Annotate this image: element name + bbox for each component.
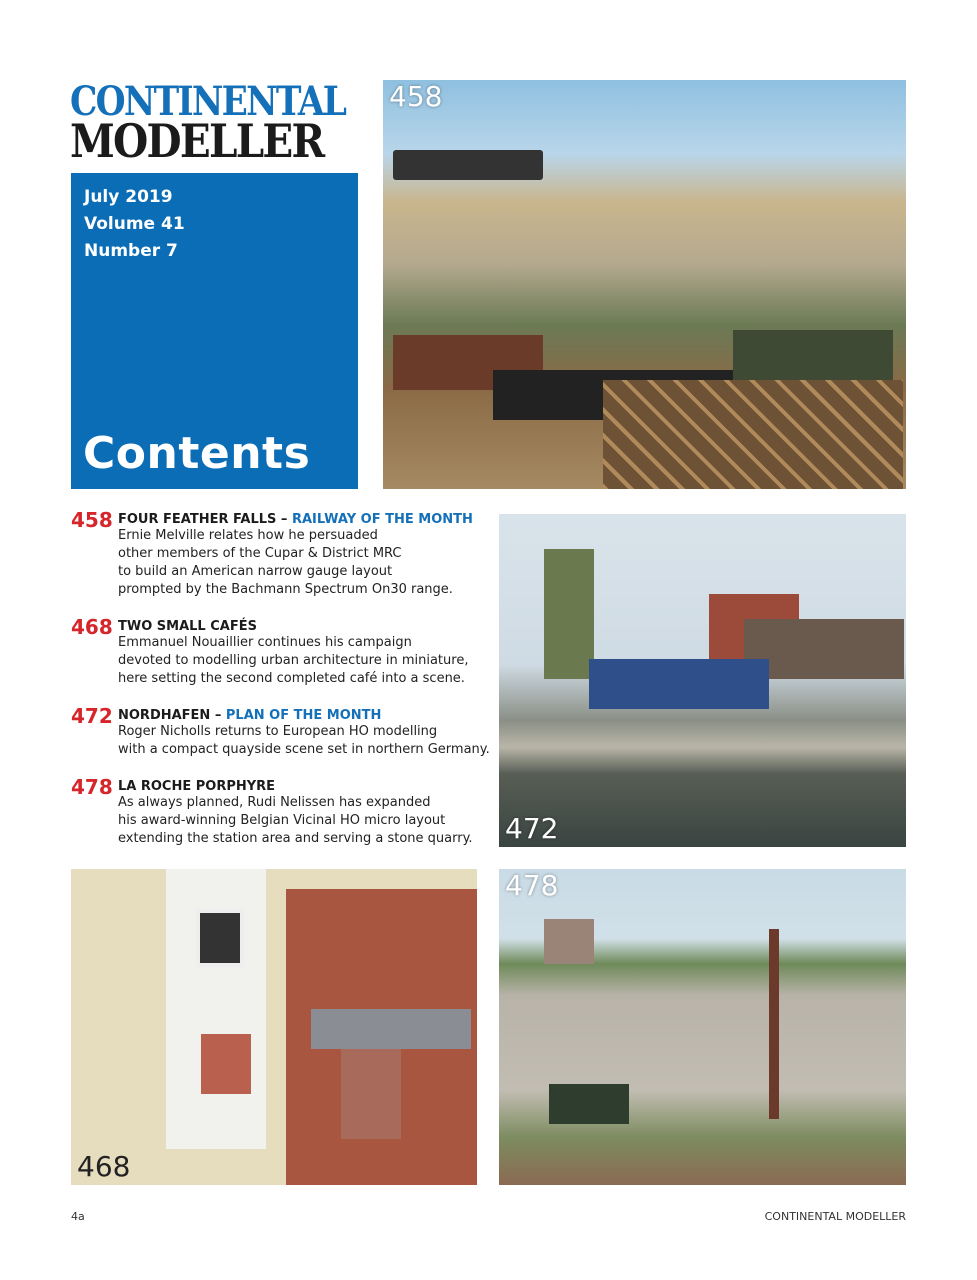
photo-page-label: 478 [505, 869, 559, 902]
issue-number: Number 7 [84, 241, 178, 261]
photo-478-quarry[interactable] [499, 869, 906, 1185]
contents-entry[interactable] [71, 615, 491, 688]
entry-page-number: 458 [71, 508, 113, 532]
entry-title: NORDHAFEN [118, 708, 211, 723]
entry-subtitle: RAILWAY OF THE MONTH [291, 512, 473, 527]
photo-458-railway-scene[interactable] [383, 80, 906, 489]
issue-volume: Volume 41 [84, 214, 185, 234]
logo-modeller: MODELLER [70, 114, 324, 168]
issue-panel [71, 173, 358, 489]
photo-468-cafe[interactable] [71, 869, 477, 1185]
entry-page-number: 478 [71, 775, 113, 799]
logo-continental: CONTINENTAL [70, 78, 346, 125]
entry-title: FOUR FEATHER FALLS [118, 512, 277, 527]
entry-title: LA ROCHE PORPHYRE [118, 779, 276, 794]
contents-title: Contents [83, 428, 311, 479]
entry-description: Ernie Melville relates how he persuaded other members of the Cupar & District MRC to build an American narrow gauge layout prompted by the Bachmann Spectrum On30 range. [118, 528, 453, 597]
photo-page-label: 468 [77, 1150, 131, 1183]
entry-description: Emmanuel Nouaillier continues his campaign devoted to modelling urban architecture in miniature, here setting the second completed café into a scene. [118, 635, 469, 686]
entry-page-number: 468 [71, 615, 113, 639]
photo-page-label: 458 [389, 80, 443, 113]
photo-472-quayside[interactable] [499, 514, 906, 847]
photo-page-label: 472 [505, 812, 559, 845]
entry-description: Roger Nicholls returns to European HO modelling with a compact quayside scene set in northern Germany. [118, 724, 490, 757]
contents-entry[interactable] [71, 508, 491, 599]
entry-separator: – [214, 708, 222, 723]
contents-entry[interactable] [71, 704, 491, 759]
footer-page-number: 4a [71, 1210, 85, 1223]
entry-description: As always planned, Rudi Nelissen has expanded his award-winning Belgian Vicinal HO micro layout extending the station area and serving a stone quarry. [118, 795, 473, 846]
contents-entry[interactable] [71, 775, 491, 848]
entry-separator: – [280, 512, 288, 527]
entry-subtitle: PLAN OF THE MONTH [225, 708, 382, 723]
footer-magazine-name: CONTINENTAL MODELLER [764, 1210, 906, 1223]
issue-date: July 2019 [84, 187, 173, 207]
entry-page-number: 472 [71, 704, 113, 728]
entry-title: TWO SMALL CAFÉS [118, 619, 257, 634]
